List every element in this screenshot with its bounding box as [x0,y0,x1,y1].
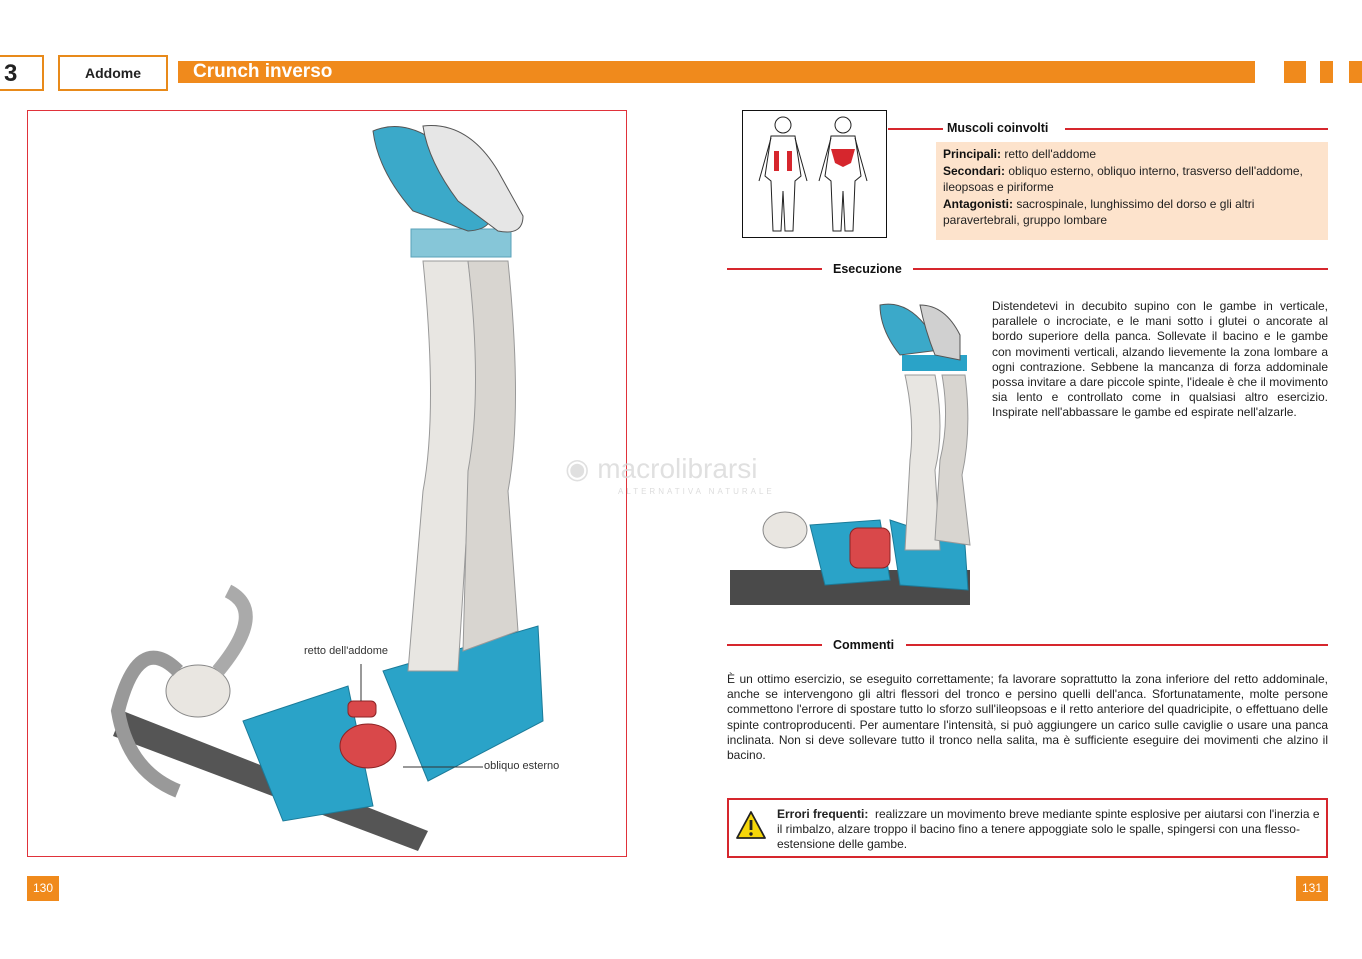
socks [411,229,511,257]
muscles-box [936,142,1328,240]
abdominal-muscles [340,724,396,768]
errors-box [727,798,1328,858]
execution-illustration [730,300,980,605]
body-front-figure [819,117,867,231]
reverse-crunch-illustration [28,111,625,855]
section-label: Addome [58,55,168,91]
execution-heading: Esecuzione [833,262,902,276]
comments-text: È un ottimo esercizio, se eseguito correttamente; fa lavorare soprattutto la zona inferiore del retto addominale, anche se intervengono gli altri flessori del tronco e persino quelli dell'anca. Sfortunatamente, molte persone commettono l'errore di spostare tutto lo sforzo sull'ileopsoas e il retto anteriore del quadricipite, o effettuano delle spinte controproducenti. Per aumentare l'intensità, si può aggiungere un carico sulle caviglie o usare una panca inclinata. Non si deve sollevare tutto il tronco nella salita, ma è sufficiente eseguire dei movimenti che alzino il bacino. [727,672,1328,763]
label-rectus: retto dell'addome [304,645,389,657]
chapter-number: 3 [0,55,44,91]
page-title: Crunch inverso [178,61,1255,83]
main-illustration-frame [27,110,627,857]
muscle-map-thumbnail [742,110,887,238]
muscles-heading: Muscoli coinvolti [947,121,1049,135]
comments-heading: Commenti [833,638,895,652]
muscles-primary: Principali: retto dell'addome [943,147,1097,161]
muscles-antagonist: Antagonisti: sacrospinale, lunghissimo del dorso e gli altri paravertebrali, gruppo lombare [943,196,1255,227]
page-number-right: 131 [1296,876,1328,901]
execution-text: Distendetevi in decubito supino con le gambe in verticale, parallele o incrociate, e le mani sotto i glutei o ancorate al bordo superiore della panca. Sollevate il bacino e le gambe con movimenti verticali, alzando lievemente la zona lombare a ogni contrazione. Sebbene la mancanza di forza addominale possa invitare a dare piccole spinte, l'ideale è che il movimento sia lento e controllato come in qualsiasi altro esercizio. Inspirate nell'abbassare le gambe ed espirate nell'alzarle. [992,299,1328,420]
header-decoration-square [1320,61,1333,83]
watermark-logo-icon: ◉ [565,453,590,484]
body-back-figure [759,117,807,231]
errors-text: Errori frequenti: realizzare un movimento breve mediante spinte esplosive per aiutarsi con l'inerzia e il rimbalzo, alzare troppo il bacino fino a tenere appoggiate solo le spalle, spingersi con una flesso-estensione delle gambe. [777,807,1320,852]
header-decoration-square [1284,61,1306,83]
warning-icon [735,810,767,840]
watermark: ◉ macrolibrarsi [565,453,758,484]
watermark-tagline: ALTERNATIVA NATURALE [618,487,775,496]
page-number-left: 130 [27,876,59,901]
muscles-secondary: Secondari: obliquo esterno, obliquo interno, trasverso dell'addome, ileopsoas e piriforme [943,163,1303,194]
header-decoration-square [1349,61,1362,83]
label-oblique: obliquo esterno [484,760,560,772]
